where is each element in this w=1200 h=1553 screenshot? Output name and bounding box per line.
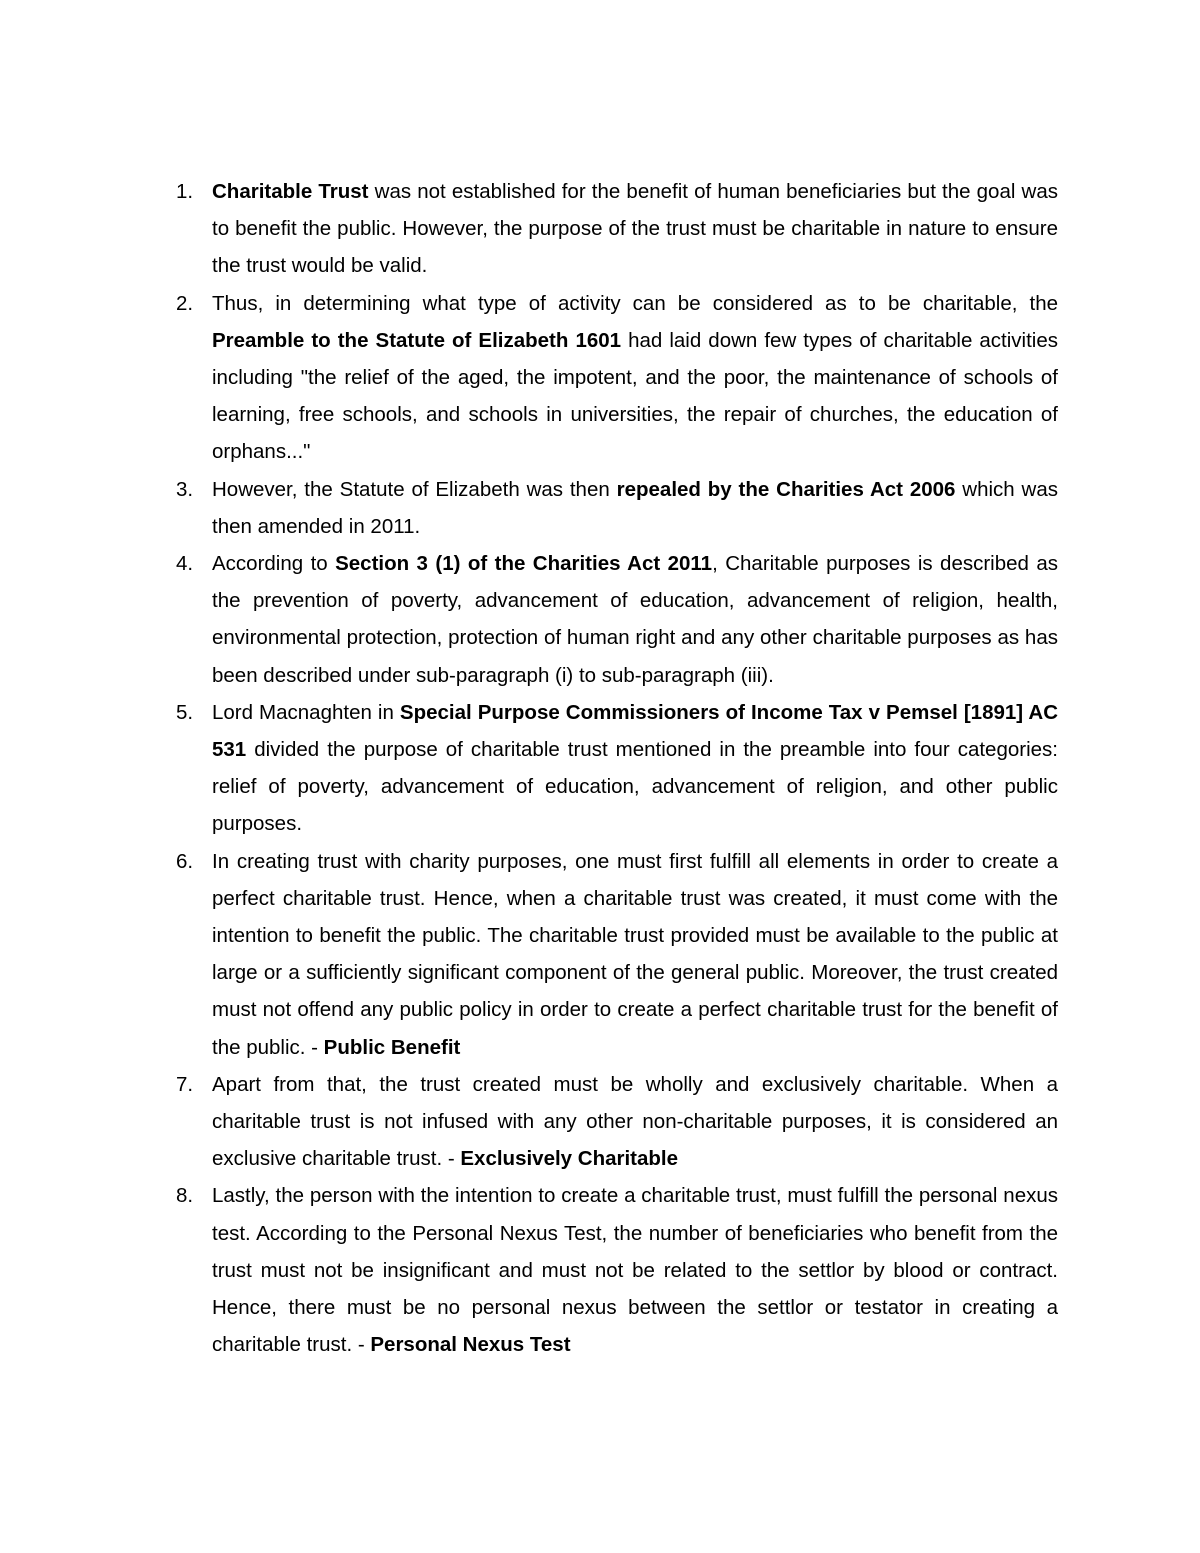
item-number: 3.: [176, 477, 194, 501]
bold-term: Special Purpose Commissioners of Income Tax v Pemsel [1891] AC 531: [212, 700, 1058, 762]
text-segment: Lord Macnaghten in: [212, 700, 400, 724]
text-segment: divided the purpose of charitable trust mentioned in the preamble into four categories: relief of poverty, advancement of education, advancement of religion, and other public purposes.: [212, 738, 1058, 836]
text-segment: which was then amended in 2011.: [212, 477, 1058, 538]
item-text: [212, 552, 1058, 687]
bold-term: Charitable Trust: [212, 180, 369, 203]
text-segment: Thus, in determining what type of activity can be considered as to be charitable, the: [212, 291, 1058, 315]
item-text: [212, 180, 1058, 277]
item-text: [212, 292, 1058, 464]
text-segment: However, the Statute of Elizabeth was then: [212, 477, 617, 501]
list-item: [170, 471, 1058, 545]
bold-term: repealed by the Charities Act 2006: [616, 477, 956, 501]
text-segment: According to: [212, 552, 336, 576]
bold-term: Preamble to the Statute of Elizabeth 1601: [212, 328, 622, 352]
list-item: [170, 285, 1058, 471]
bold-term: Personal Nexus Test: [370, 1333, 571, 1357]
item-number: 2.: [176, 291, 194, 315]
text-segment: Lastly, the person with the intention to create a charitable trust, must fulfill the personal nexus test. According to the Personal Nexus Test, the number of beneficiaries who benefit from the trust must not be insignificant and must not be related to the settlor by blood or contract. Hence, there must be no personal nexus between the settlor or testator in creating a charitable trust. -: [212, 1184, 1058, 1357]
text-segment: In creating trust with charity purposes, one must first fulfill all elements in order to create a perfect charitable trust. Hence, when a charitable trust was created, it must come with the intention to benefit the public. The charitable trust provided must be available to the public at large or a sufficiently significant component of the general public. Moreover, the trust created must not offend any public policy in order to create a perfect charitable trust for the benefit of the public. -: [212, 849, 1058, 1059]
text-segment: had laid down few types of charitable activities including "the relief of the aged, the impotent, and the poor, the maintenance of schools of learning, free schools, and schools in universities, the repair of churches, the education of orphans...": [212, 328, 1058, 464]
item-number: 6.: [176, 849, 194, 873]
bold-term: Exclusively Charitable: [460, 1147, 679, 1171]
item-number: 7.: [176, 1072, 194, 1096]
item-text: [212, 1184, 1058, 1356]
item-text: [212, 701, 1058, 836]
item-number: 4.: [176, 552, 194, 576]
list-item: [170, 1066, 1058, 1178]
list-item: [170, 694, 1058, 843]
item-number: 5.: [176, 700, 194, 724]
list-item: [170, 173, 1058, 285]
item-text: [212, 1073, 1058, 1170]
bold-term: Section 3 (1) of the Charities Act 2011: [335, 552, 713, 576]
numbered-list: [170, 173, 1058, 1364]
text-segment: was not established for the benefit of human beneficiaries but the goal was to benefit the public. However, the purpose of the trust must be charitable in nature to ensure the trust would be valid.: [212, 180, 1059, 278]
bold-term: Public Benefit: [323, 1035, 461, 1059]
list-item: [170, 545, 1058, 694]
text-segment: , Charitable purposes is described as the prevention of poverty, advancement of education, advancement of religion, health, environmental protection, protection of human right and any other charitable purposes as has been described under sub-paragraph (i) to sub-paragraph (iii).: [212, 552, 1058, 687]
item-number: 8.: [176, 1184, 194, 1208]
item-number: 1.: [176, 180, 194, 203]
item-text: [212, 850, 1058, 1059]
list-item: [170, 1177, 1058, 1363]
item-text: [212, 478, 1058, 538]
text-segment: Apart from that, the trust created must be wholly and exclusively charitable. When a charitable trust is not infused with any other non-charitable purposes, it is considered an exclusive charitable trust. -: [212, 1072, 1058, 1171]
list-item: [170, 843, 1058, 1066]
